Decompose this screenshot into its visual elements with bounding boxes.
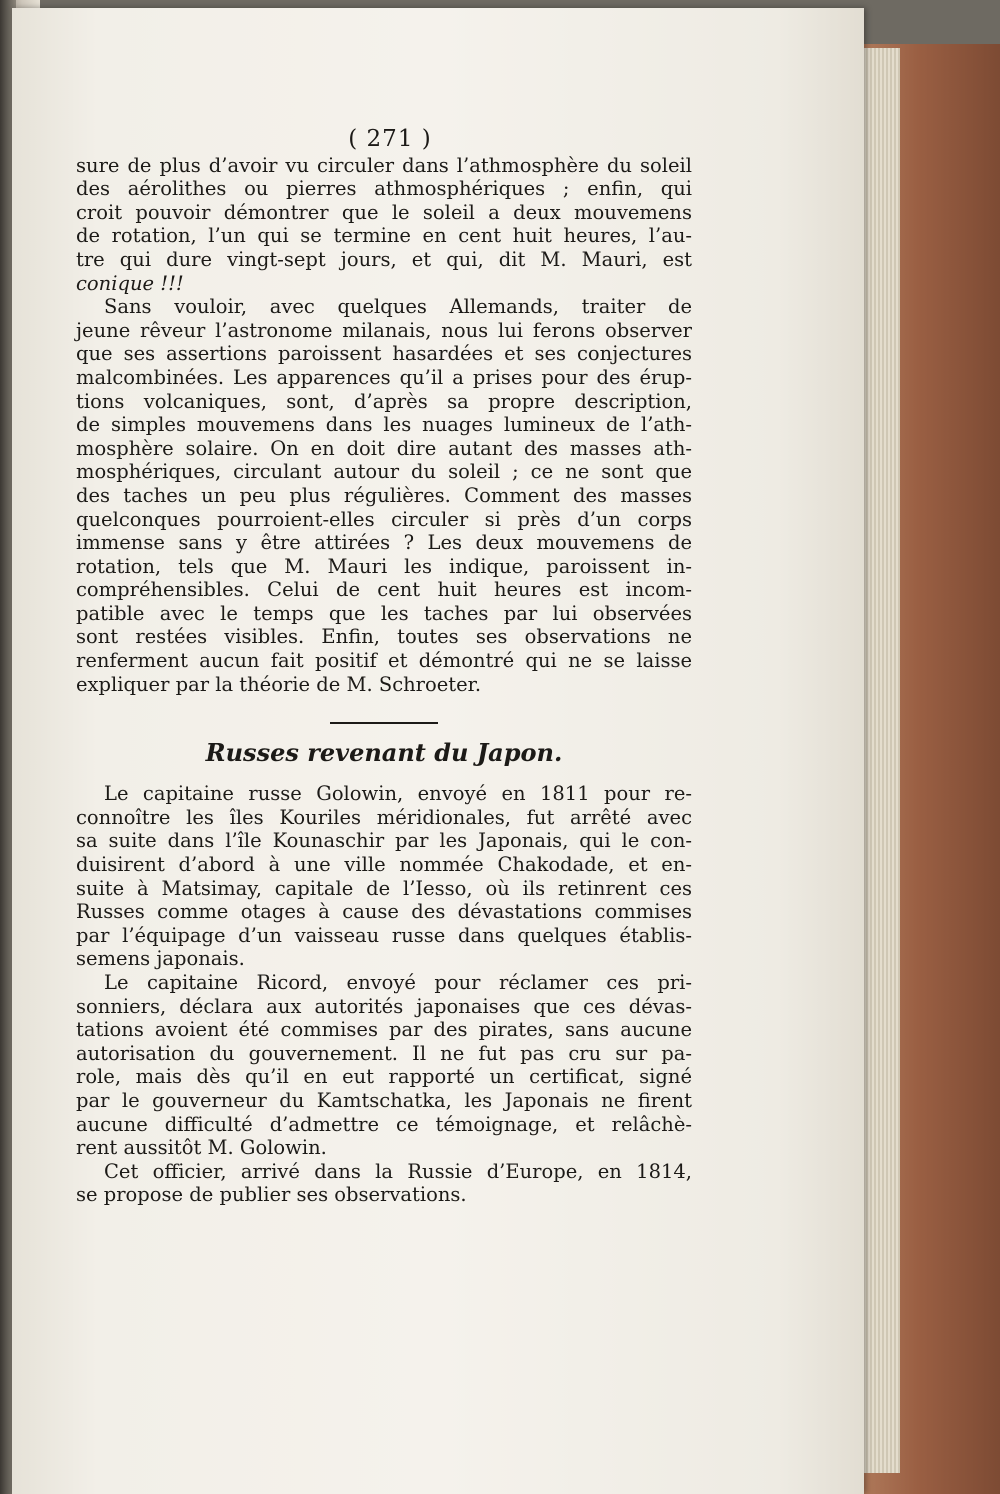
text-line: sure de plus d’avoir vu circuler dans l’athmosphère du soleil [76,153,692,177]
text-line: patible avec le temps que les taches par lui observées [76,601,692,625]
text-line: suite à Matsimay, capitale de l’Iesso, où ils retinrent ces [76,876,692,900]
text-line: se propose de publier ses observations. [76,1183,467,1207]
page-text-block [76,128,692,1207]
paragraph-4 [76,971,692,1160]
text-line: des taches un peu plus régulières. Comment des masses [76,483,692,507]
text-line: tions volcaniques, sont, d’après sa propre description, [76,389,692,413]
text-line: de simples mouvemens dans les nuages lumineux de l’ath- [76,413,692,437]
text-line: role, mais dès qu’il en eut rapporté un certificat, signé [76,1065,692,1089]
paragraph-1 [76,154,692,296]
text-line: que ses assertions paroissent hasardées et ses conjectures [76,342,692,366]
text-line: compréhensibles. Celui de cent huit heures est incom- [76,578,692,602]
text-line: Le capitaine russe Golowin, envoyé en 1811 pour re- [104,782,692,806]
text-line: sa suite dans l’île Kounaschir par les Japonais, qui le con- [76,829,692,853]
text-line: connoître les îles Kouriles méridionales, fut arrêté avec [76,805,692,829]
text-line: aucune difficulté d’admettre ce témoignage, et relâchè- [76,1112,692,1136]
text-line: des aérolithes ou pierres athmosphériques ; enfin, qui [76,177,692,201]
text-line: Russes comme otages à cause des dévastations commises [76,900,692,924]
text-line [76,272,692,296]
text-line: sont restées visibles. Enfin, toutes ses observations ne [76,625,692,649]
paragraph-5 [76,1160,692,1207]
text-line: Cet officier, arrivé dans la Russie d’Europe, en 1814, [104,1159,692,1183]
italic-word: conique !!! [76,271,184,295]
text-line: croit pouvoir démontrer que le soleil a deux mouvemens [76,200,692,224]
text-line: mosphère solaire. On en doit dire autant des masses ath- [76,436,692,460]
text-line: tre qui dure vingt-sept jours, et qui, dit M. Mauri, est [76,247,692,271]
text-line: autorisation du gouvernement. Il ne fut pas cru sur pa- [76,1041,692,1065]
text-line: mosphériques, circulant autour du soleil ; ce ne sont que [76,460,692,484]
text-line: par l’équipage d’un vaisseau russe dans quelques établis- [76,923,692,947]
paragraph-3 [76,782,692,971]
book-page [12,8,864,1494]
text-line: par le gouverneur du Kamtschatka, les Japonais ne firent [76,1088,692,1112]
text-line: jeune rêveur l’astronome milanais, nous lui ferons observer [76,318,692,342]
text-line: renferment aucun fait positif et démontré qui ne se laisse [76,649,692,673]
text-line: semens japonais. [76,947,245,971]
text-line: rent aussitôt M. Golowin. [76,1136,327,1160]
text-line: immense sans y être attirées ? Les deux mouvemens de [76,531,692,555]
text-line: quelconques pourroient-elles circuler si près d’un corps [76,507,692,531]
text-line: malcombinées. Les apparences qu’il a prises pour des érup- [76,365,692,389]
text-line: sonniers, déclara aux autorités japonaises que ces dévas- [76,994,692,1018]
text-line: expliquer par la théorie de M. Schroeter. [76,672,482,696]
section-heading: Russes revenant du Japon. [205,738,563,768]
section-divider [330,722,438,724]
page-number: ( 271 ) [348,126,432,152]
text-line: tations avoient été commises par des pirates, sans aucune [76,1018,692,1042]
text-line: de rotation, l’un qui se termine en cent huit heures, l’au- [76,224,692,248]
text-line: Sans vouloir, avec quelques Allemands, traiter de [104,295,692,319]
text-line: Le capitaine Ricord, envoyé pour réclamer ces pri- [104,971,692,994]
text-line: duisirent d’abord à une ville nommée Chakodade, et en- [76,853,692,877]
text-line: rotation, tels que M. Mauri les indique, paroissent in- [76,554,692,578]
paragraph-2 [76,295,692,696]
